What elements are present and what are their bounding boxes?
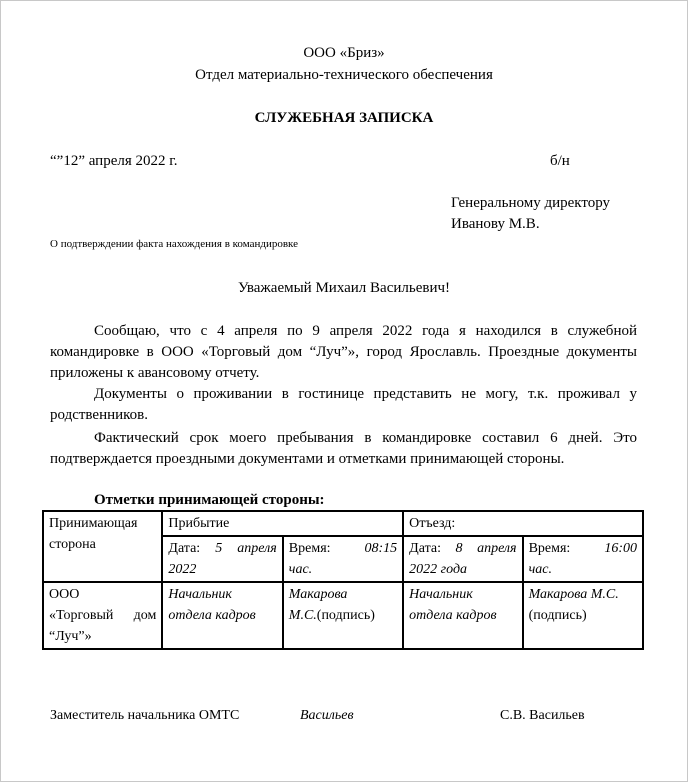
- addressee-name: Иванову М.В.: [451, 216, 540, 232]
- document-date: “”12” апреля 2022 г.: [50, 153, 178, 169]
- host-header-cell: Принимающая сторона: [43, 511, 162, 582]
- host-marks-table: [42, 510, 644, 650]
- arrival-sign-cell: Макарова М.С.(подпись): [283, 582, 403, 649]
- signer-name: С.В. Васильев: [500, 708, 585, 723]
- table-caption: Отметки принимающей стороны:: [94, 492, 325, 508]
- table-row: [43, 511, 643, 536]
- document-title: СЛУЖЕБНАЯ ЗАПИСКА: [254, 110, 434, 126]
- departure-position-cell: Начальник отдела кадров: [403, 582, 522, 649]
- departure-header-cell: Отъезд:: [403, 511, 643, 536]
- departure-sign-cell: Макарова М.С. (подпись): [523, 582, 643, 649]
- host-name-cell: ООО «Торговый дом “Луч”»: [43, 582, 162, 649]
- departure-time-cell: Время: 16:00 час.: [523, 536, 643, 582]
- body-paragraph-2: Документы о проживании в гостинице представить не могу, т.к. проживал у родственников.: [50, 386, 637, 423]
- arrival-date-cell: Дата: 5 апреля 2022: [162, 536, 282, 582]
- document-number: б/н: [550, 153, 570, 169]
- departure-date-cell: Дата: 8 апреля 2022 года: [403, 536, 522, 582]
- body-paragraph-1: Сообщаю, что с 4 апреля по 9 апреля 2022 года я находился в служебной командировке в ООО «Торговый дом “Луч”», город Ярославль. Проездные документы приложены к авансовому отчету.: [50, 323, 637, 381]
- subject-line: О подтверждении факта нахождения в командировке: [50, 238, 298, 250]
- company-name: ООО «Бриз»: [303, 45, 385, 61]
- handwritten-signature: Васильев: [300, 708, 354, 723]
- table-row: [43, 582, 643, 649]
- department-name: Отдел материально-технического обеспечения: [195, 67, 493, 83]
- body-paragraph-3: Фактический срок моего пребывания в командировке составил 6 дней. Это подтверждается проездными документами и отметками принимающей стороны.: [50, 430, 637, 467]
- addressee-position: Генеральному директору: [451, 195, 611, 211]
- arrival-time-cell: Время: 08:15 час.: [283, 536, 403, 582]
- arrival-header-cell: Прибытие: [162, 511, 403, 536]
- signer-position: Заместитель начальника ОМТС: [50, 708, 240, 723]
- salutation: Уважаемый Михаил Васильевич!: [237, 280, 451, 296]
- arrival-position-cell: Начальник отдела кадров: [162, 582, 282, 649]
